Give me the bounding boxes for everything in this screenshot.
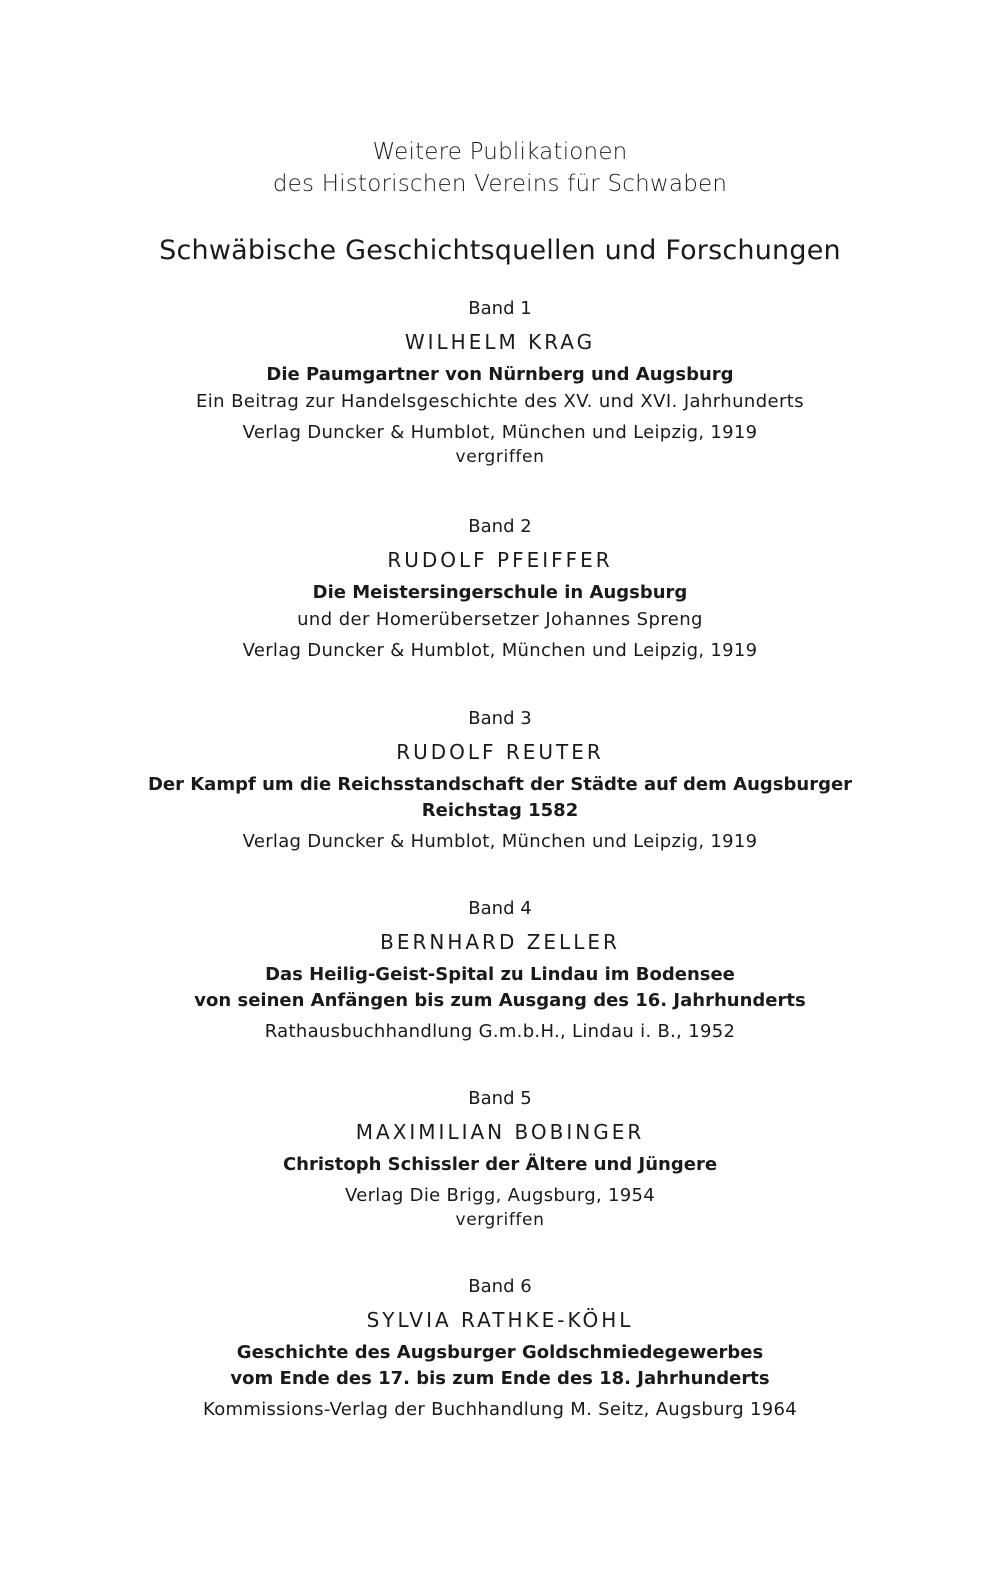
book-title-line-1: Geschichte des Augsburger Goldschmiedegewerbes xyxy=(236,1342,764,1363)
author-name: MAXIMILIAN BOBINGER xyxy=(355,1120,645,1144)
book-title-line-2: vom Ende des 17. bis zum Ende des 18. Jahrhunderts xyxy=(230,1368,770,1389)
availability-status: vergriffen xyxy=(455,447,545,467)
author-name: SYLVIA RATHKE-KÖHL xyxy=(366,1308,634,1332)
band-number: Band 6 xyxy=(468,1276,532,1297)
author-name: BERNHARD ZELLER xyxy=(380,930,620,954)
page-header xyxy=(0,136,1000,200)
publisher-info: Verlag Duncker & Humblot, München und Leipzig, 1919 xyxy=(242,640,758,661)
band-number: Band 3 xyxy=(468,708,532,729)
series-title: Schwäbische Geschichtsquellen und Forschungen xyxy=(159,235,841,266)
book-title-line-2: Reichstag 1582 xyxy=(421,800,579,821)
publisher-info: Kommissions-Verlag der Buchhandlung M. Seitz, Augsburg 1964 xyxy=(203,1399,797,1420)
book-title-line-2: von seinen Anfängen bis zum Ausgang des 16. Jahrhunderts xyxy=(194,990,806,1011)
author-name: WILHELM KRAG xyxy=(404,330,596,354)
entry-band-4 xyxy=(0,896,1000,1045)
publisher-info: Verlag Die Brigg, Augsburg, 1954 xyxy=(345,1185,655,1206)
book-subtitle: Ein Beitrag zur Handelsgeschichte des XV. und XVI. Jahrhunderts xyxy=(195,391,805,412)
entry-band-3 xyxy=(0,706,1000,855)
book-title: Christoph Schissler der Ältere und Jüngere xyxy=(282,1154,718,1175)
band-number: Band 2 xyxy=(468,516,532,537)
entry-band-5 xyxy=(0,1086,1000,1231)
book-subtitle: und der Homerübersetzer Johannes Spreng xyxy=(297,609,703,630)
header-line-2: des Historischen Vereins für Schwaben xyxy=(272,171,728,197)
author-name: RUDOLF REUTER xyxy=(396,740,604,764)
book-title: Die Meistersingerschule in Augsburg xyxy=(312,582,688,603)
book-title-line-1: Das Heilig-Geist-Spital zu Lindau im Bodensee xyxy=(265,964,735,985)
entry-band-6 xyxy=(0,1274,1000,1423)
entry-band-1 xyxy=(0,296,1000,468)
book-title: Die Paumgartner von Nürnberg und Augsburg xyxy=(266,364,734,385)
author-name: RUDOLF PFEIFFER xyxy=(387,548,613,572)
book-title-line-1: Der Kampf um die Reichsstandschaft der Städte auf dem Augsburger xyxy=(147,774,853,795)
band-number: Band 5 xyxy=(468,1088,532,1109)
publisher-info: Rathausbuchhandlung G.m.b.H., Lindau i. B., 1952 xyxy=(264,1021,736,1042)
availability-status: vergriffen xyxy=(455,1210,545,1230)
publisher-info: Verlag Duncker & Humblot, München und Leipzig, 1919 xyxy=(242,422,758,443)
entry-band-2 xyxy=(0,514,1000,664)
band-number: Band 1 xyxy=(468,298,532,319)
publisher-info: Verlag Duncker & Humblot, München und Leipzig, 1919 xyxy=(242,831,758,852)
header-line-1: Weitere Publikationen xyxy=(372,139,628,165)
band-number: Band 4 xyxy=(468,898,532,919)
